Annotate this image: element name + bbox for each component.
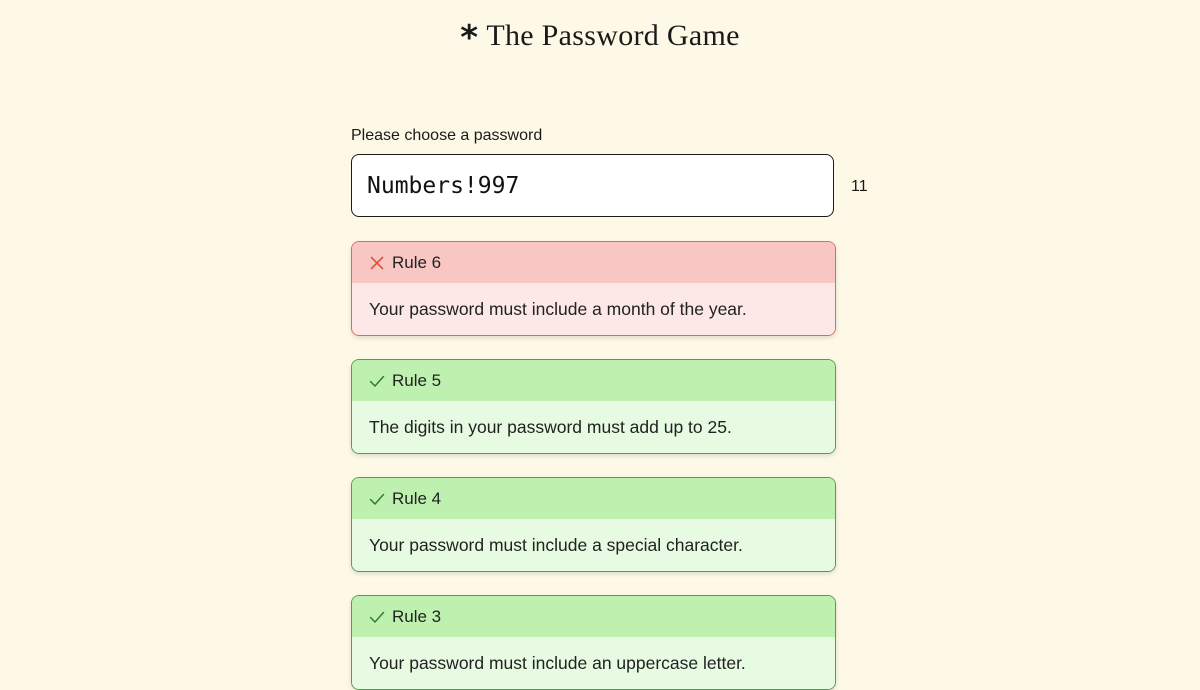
rule-header [352, 360, 835, 401]
rule-description: The digits in your password must add up to 25. [352, 401, 835, 453]
rule-description: Your password must include an uppercase letter. [352, 637, 835, 689]
page-title [0, 18, 1200, 58]
check-icon [369, 609, 385, 625]
rule-title: Rule 3 [392, 606, 442, 626]
rule-header [352, 242, 835, 283]
rule-card-3 [351, 595, 836, 690]
password-label: Please choose a password [351, 127, 543, 144]
password-input[interactable] [351, 154, 834, 217]
rule-title: Rule 4 [392, 488, 442, 508]
rule-card-5 [351, 359, 836, 454]
rule-title: Rule 6 [392, 252, 442, 272]
rule-card-6 [351, 241, 836, 336]
page-title-text: The Password Game [486, 19, 740, 52]
rule-header [352, 478, 835, 519]
check-icon [369, 373, 385, 389]
password-value[interactable]: Numbers!997 [367, 172, 520, 199]
rule-header [352, 596, 835, 637]
x-icon [369, 255, 385, 271]
asterisk-icon: * [460, 18, 479, 58]
rule-description: Your password must include a special character. [352, 519, 835, 571]
rule-card-4 [351, 477, 836, 572]
password-length-counter: 11 [851, 178, 868, 195]
check-icon [369, 491, 385, 507]
rule-title: Rule 5 [392, 370, 442, 390]
rule-description: Your password must include a month of the year. [352, 283, 835, 335]
